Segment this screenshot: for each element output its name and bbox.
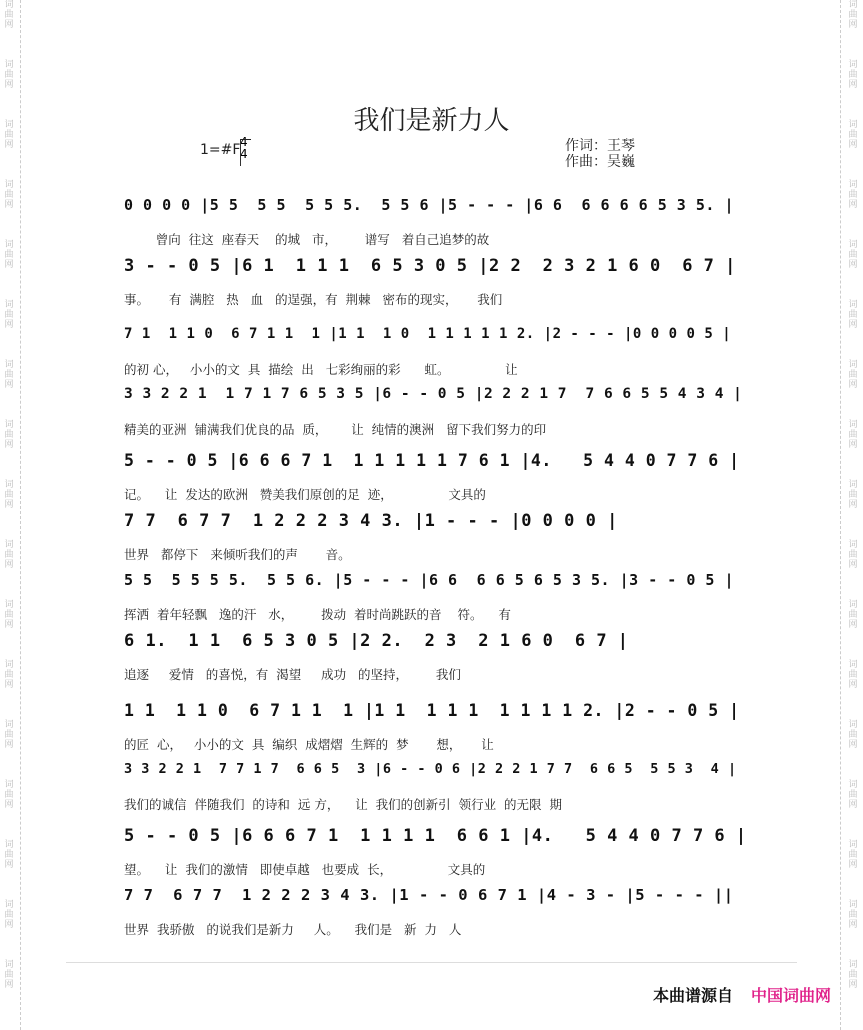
meter-bottom: 4 bbox=[240, 147, 248, 161]
watermark-left: 词 曲 网 bbox=[4, 60, 14, 90]
score-line bbox=[124, 256, 748, 316]
watermark-left: 词 曲 网 bbox=[4, 300, 14, 330]
watermark-left: 词 曲 网 bbox=[4, 600, 14, 630]
lyrics-row: 世界 都停下 来倾听我们的声 音。 bbox=[124, 547, 351, 562]
lyrics-row: 追逐 爱情 的喜悦，有 渴望 成功 的坚持， 我们 bbox=[124, 667, 461, 682]
lyricist: 作词：王琴 bbox=[565, 138, 635, 154]
lyrics-row: 记。 让 发达的欧洲 赞美我们原创的足 迹， 文具的 bbox=[124, 487, 486, 502]
time-signature bbox=[240, 136, 248, 160]
composer: 作曲：吴巍 bbox=[565, 154, 635, 170]
score-line bbox=[124, 386, 748, 446]
notation-row: 3 3 2 2 1 7 7 1 7 6 6 5 3 |6 - - 0 6 |2 2 2 1 7 7 6 6 5 5 5 3 4 | bbox=[124, 761, 737, 777]
watermark-left: 词 曲 网 bbox=[4, 120, 14, 150]
footer-site: 中国词曲网 bbox=[750, 986, 831, 1005]
notation-row: 1 1 1 1 0 6 7 1 1 1 |1 1 1 1 1 1 1 1 1 2. |2 - - 0 5 | bbox=[124, 701, 740, 720]
lyrics-row: 精美的亚洲 铺满我们优良的品 质， 让 纯情的澳洲 留下我们努力的印 bbox=[124, 422, 547, 437]
notation-row: 5 - - 0 5 |6 6 6 7 1 1 1 1 1 6 6 1 |4. 5 4 4 0 7 7 6 | bbox=[124, 826, 747, 846]
score-line bbox=[124, 631, 748, 691]
score-line bbox=[124, 761, 748, 821]
watermark-left: 词 曲 网 bbox=[4, 540, 14, 570]
watermark-right: 词 曲 网 bbox=[848, 780, 858, 810]
notation-row: 7 7 6 7 7 1 2 2 2 3 4 3. |1 - - 0 6 7 1 |4 - 3 - |5 - - - || bbox=[124, 886, 734, 904]
watermark-right: 词 曲 网 bbox=[848, 300, 858, 330]
lyrics-row: 曾向 往这 座春天 的城 市， 谱写 着自己追梦的故 bbox=[124, 232, 490, 247]
watermark-right: 词 曲 网 bbox=[848, 60, 858, 90]
watermark-left: 词 曲 网 bbox=[4, 960, 14, 990]
notation-row: 6 1. 1 1 6 5 3 0 5 |2 2. 2 3 2 1 6 0 6 7 | bbox=[124, 631, 629, 651]
lyrics-row: 的匠 心， 小小的文 具 编织 成熠熠 生辉的 梦 想， 让 bbox=[124, 737, 494, 752]
lyrics-row: 望。 让 我们的激情 即使卓越 也要成 长， 文具的 bbox=[124, 862, 486, 877]
left-margin-line bbox=[20, 0, 21, 1030]
lyrics-row: 事。 有 满腔 热 血 的逞强，有 荆棘 密布的现实， 我们 bbox=[124, 292, 503, 307]
footer-divider bbox=[66, 962, 797, 963]
lyrics-row: 世界 我骄傲 的说我们是新力 人。 我们是 新 力 人 bbox=[124, 922, 462, 937]
watermark-right: 词 曲 网 bbox=[848, 120, 858, 150]
score-line bbox=[124, 826, 748, 886]
notation-row: 3 - - 0 5 |6 1 1 1 1 6 5 3 0 5 |2 2 2 3 2 1 6 0 6 7 | bbox=[124, 256, 736, 276]
watermark-right: 词 曲 网 bbox=[848, 660, 858, 690]
watermark-right: 词 曲 网 bbox=[848, 480, 858, 510]
watermark-right: 词 曲 网 bbox=[848, 240, 858, 270]
watermark-left: 词 曲 网 bbox=[4, 660, 14, 690]
watermark-left: 词 曲 网 bbox=[4, 360, 14, 390]
watermark-right: 词 曲 网 bbox=[848, 420, 858, 450]
watermark-left: 词 曲 网 bbox=[4, 240, 14, 270]
key-signature: 1=#F bbox=[200, 142, 241, 158]
lyrics-row: 挥洒 着年轻飘 逸的汗 水， 拨动 着时尚跳跃的音 符。 有 bbox=[124, 607, 511, 622]
left-watermark-column bbox=[3, 0, 15, 1030]
watermark-left: 词 曲 网 bbox=[4, 900, 14, 930]
watermark-right: 词 曲 网 bbox=[848, 960, 858, 990]
song-title: 我们是新力人 bbox=[353, 106, 510, 136]
score-line bbox=[124, 326, 748, 386]
watermark-right: 词 曲 网 bbox=[848, 0, 858, 30]
lyrics-row: 我们的诚信 伴随我们 的诗和 远 方， 让 我们的创新引 领行业 的无限 期 bbox=[124, 797, 562, 812]
notation-row: 5 - - 0 5 |6 6 6 7 1 1 1 1 1 1 7 6 1 |4. 5 4 4 0 7 7 6 | bbox=[124, 451, 740, 470]
score-line bbox=[124, 701, 748, 761]
watermark-right: 词 曲 网 bbox=[848, 540, 858, 570]
score-line bbox=[124, 511, 748, 571]
notation-row: 5 5 5 5 5 5. 5 5 6. |5 - - - |6 6 6 6 5 6 5 3 5. |3 - - 0 5 | bbox=[124, 571, 734, 589]
watermark-right: 词 曲 网 bbox=[848, 840, 858, 870]
watermark-left: 词 曲 网 bbox=[4, 480, 14, 510]
watermark-left: 词 曲 网 bbox=[4, 780, 14, 810]
footer-source: 本曲谱源自 bbox=[652, 986, 733, 1005]
watermark-left: 词 曲 网 bbox=[4, 180, 14, 210]
watermark-left: 词 曲 网 bbox=[4, 840, 14, 870]
watermark-left: 词 曲 网 bbox=[4, 720, 14, 750]
notation-row: 0 0 0 0 |5 5 5 5 5 5 5. 5 5 6 |5 - - - |6 6 6 6 6 6 5 3 5. | bbox=[124, 196, 734, 214]
watermark-right: 词 曲 网 bbox=[848, 720, 858, 750]
watermark-left: 词 曲 网 bbox=[4, 0, 14, 30]
lyrics-row: 的初 心， 小小的文 具 描绘 出 七彩绚丽的彩 虹。 让 bbox=[124, 362, 518, 377]
watermark-right: 词 曲 网 bbox=[848, 900, 858, 930]
watermark-left: 词 曲 网 bbox=[4, 420, 14, 450]
score-line bbox=[124, 451, 748, 511]
score-line bbox=[124, 886, 748, 946]
footer bbox=[653, 983, 831, 1006]
watermark-right: 词 曲 网 bbox=[848, 180, 858, 210]
right-watermark-column bbox=[847, 0, 859, 1030]
right-margin-line bbox=[840, 0, 841, 1030]
watermark-right: 词 曲 网 bbox=[848, 360, 858, 390]
notation-row: 7 7 6 7 7 1 2 2 2 3 4 3. |1 - - - |0 0 0 0 | bbox=[124, 511, 618, 531]
notation-row: 3 3 2 2 1 1 7 1 7 6 5 3 5 |6 - - 0 5 |2 2 2 1 7 7 6 6 5 5 4 3 4 | bbox=[124, 386, 743, 402]
watermark-right: 词 曲 网 bbox=[848, 600, 858, 630]
score-line bbox=[124, 571, 748, 631]
score-line bbox=[124, 196, 748, 256]
credits bbox=[565, 138, 635, 170]
notation-row: 7 1 1 1 0 6 7 1 1 1 |1 1 1 0 1 1 1 1 1 2. |2 - - - |0 0 0 0 5 | bbox=[124, 326, 732, 342]
meter-top: 4 bbox=[240, 135, 248, 149]
